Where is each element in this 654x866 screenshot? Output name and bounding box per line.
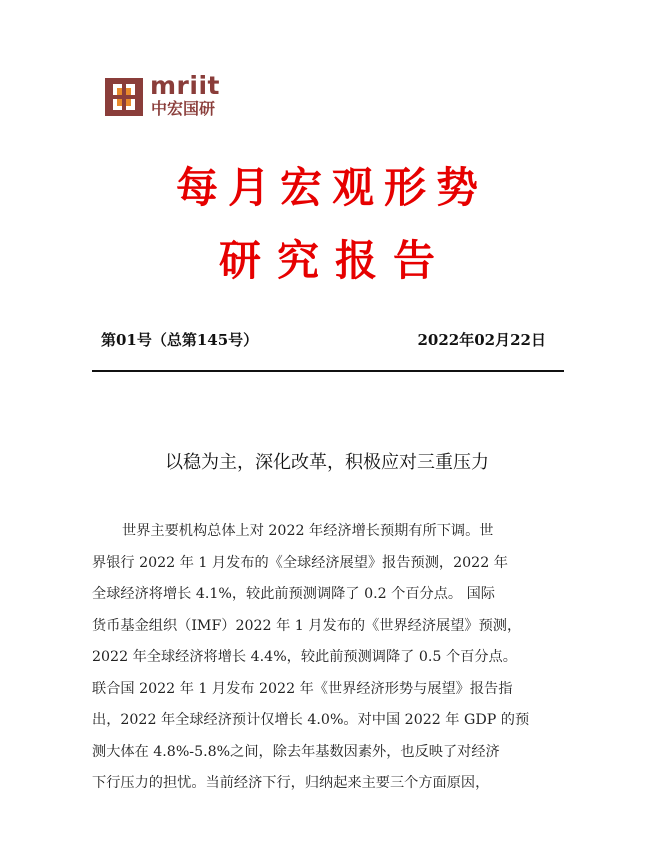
body-line: 出，2022 年全球经济预计仅增长 4.0%。对中国 2022 年 GDP 的预 [92, 712, 530, 728]
logo-chinese-text: 中宏国研 [151, 99, 216, 118]
body-line: 货币基金组织（IMF）2022 年 1 月发布的《世界经济展望》预测， [92, 617, 522, 634]
body-line: 下行压力的担忧。当前经济下行，归纳起来主要三个方面原因， [92, 775, 490, 791]
logo-english-text: mriit [150, 71, 220, 100]
body-line: 界银行 2022 年 1 月发布的《全球经济展望》报告预测，2022 年 [92, 554, 508, 571]
report-title-line-2: 研究报告 [218, 236, 451, 285]
issue-number: 第01号（总第145号） [101, 331, 259, 349]
body-line: 世界主要机构总体上对 2022 年经济增长预期有所下调。世 [122, 523, 494, 539]
mriit-logo [104, 71, 234, 120]
body-paragraph [92, 516, 567, 800]
report-title-line-1: 每月宏观形势 [175, 163, 488, 212]
issue-date: 2022年02月22日 [417, 331, 546, 349]
body-line: 联合国 2022 年 1 月发布 2022 年《世界经济形势与展望》报告指 [92, 680, 513, 697]
mriit-logo-mark-icon [104, 76, 144, 118]
body-line: 2022 年全球经济将增长 4.4%，较此前预测调降了 0.5 个百分点。 [92, 649, 517, 665]
article-headline: 以稳为主，深化改革，积极应对三重压力 [165, 452, 489, 473]
header-divider [92, 370, 564, 372]
body-line: 全球经济将增长 4.1%，较此前预测调降了 0.2 个百分点。 国际 [92, 586, 495, 602]
body-line: 测大体在 4.8%-5.8%之间，除去年基数因素外，也反映了对经济 [92, 743, 500, 760]
